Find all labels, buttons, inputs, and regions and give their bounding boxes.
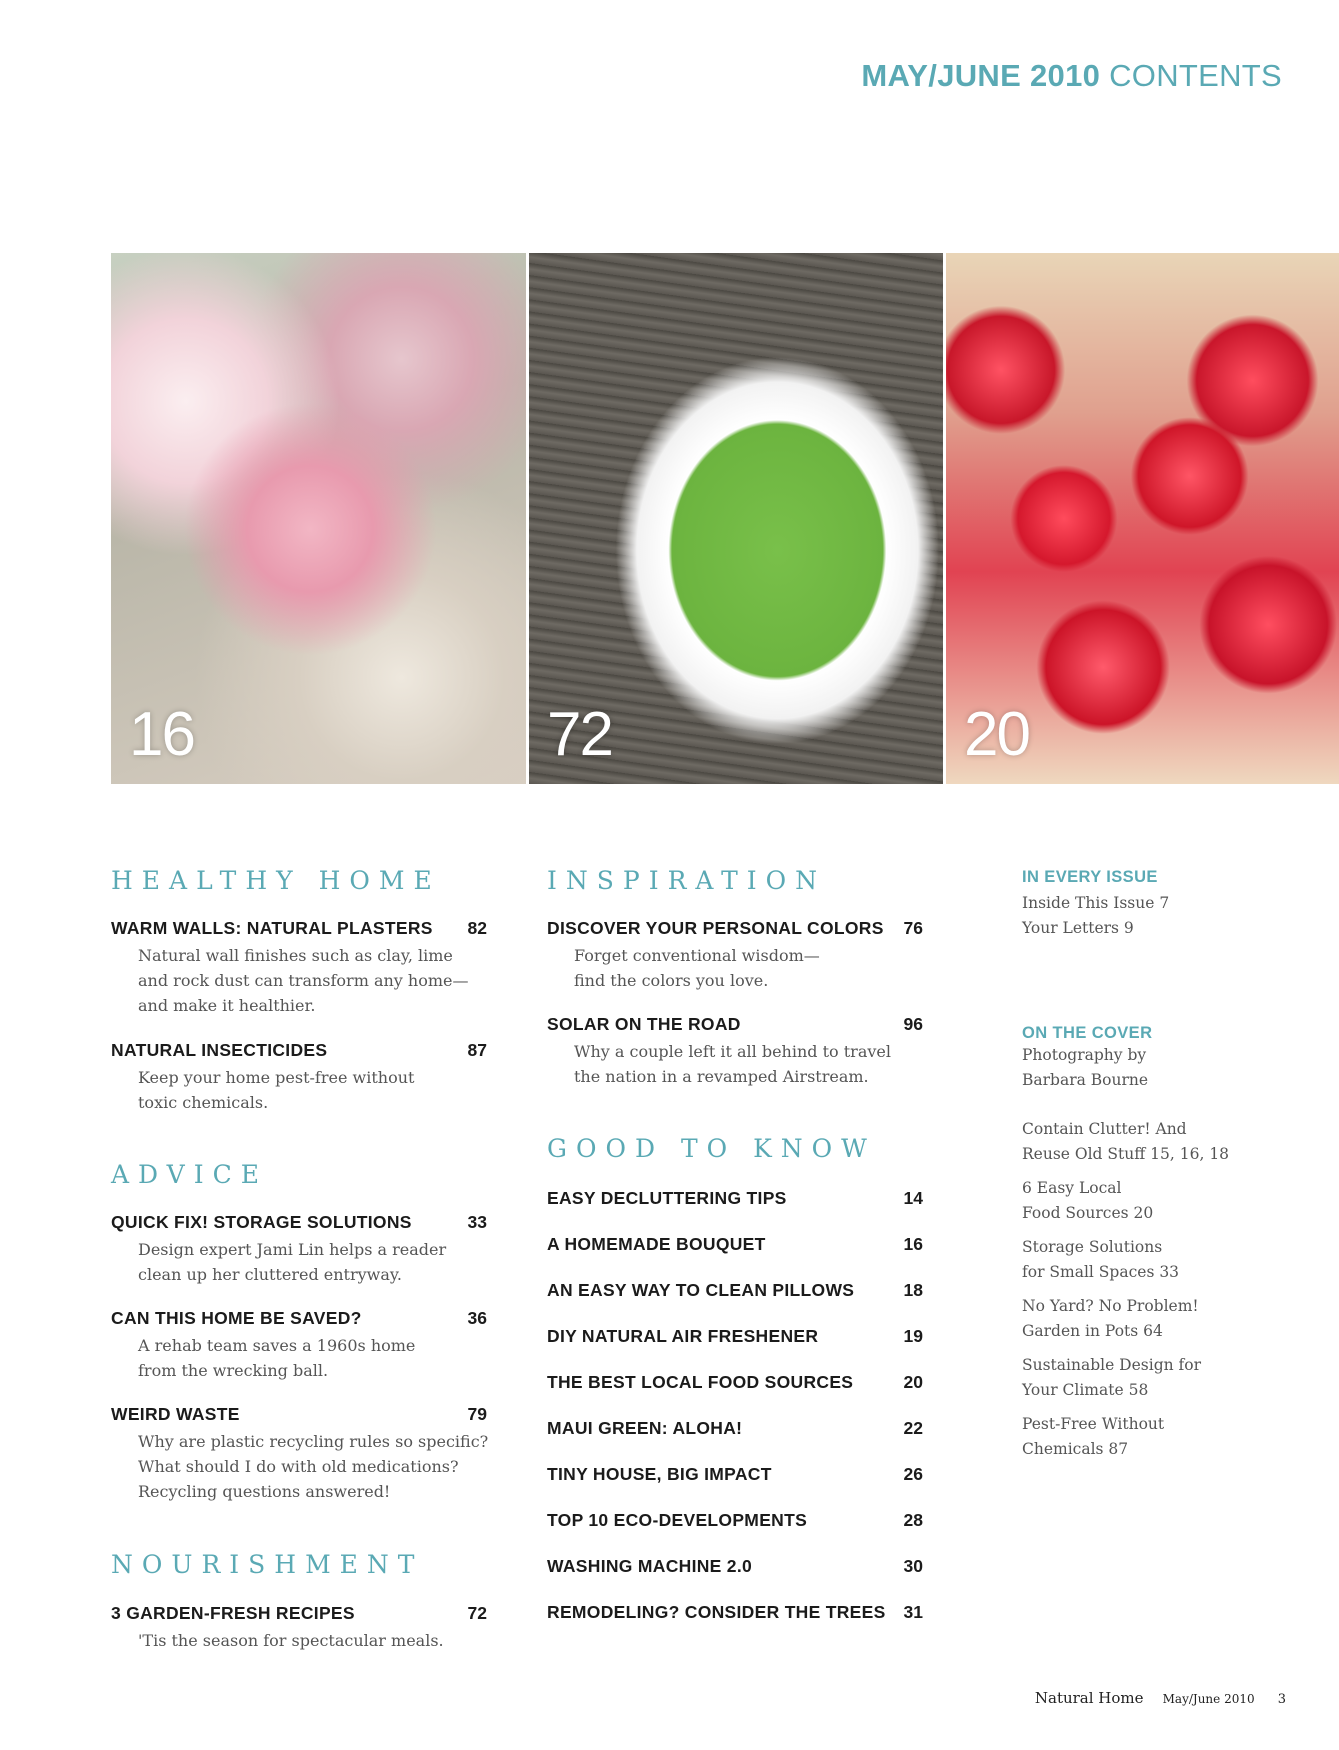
toc-entry[interactable] [547, 1234, 923, 1255]
entry-title: WASHING MACHINE 2.0 [547, 1556, 753, 1576]
photo-strip [111, 253, 1339, 784]
toc-entry[interactable] [547, 1326, 923, 1347]
cover-story-line: for Small Spaces 33 [1022, 1263, 1180, 1281]
toc-entry[interactable] [547, 1464, 923, 1485]
every-issue-item[interactable]: Your Letters 9 [1022, 919, 1134, 937]
entry-title: 3 GARDEN-FRESH RECIPES [111, 1603, 355, 1623]
entry-title: SOLAR ON THE ROAD [547, 1014, 741, 1034]
toc-entry[interactable] [547, 1188, 923, 1209]
description-line: Forget conventional wisdom— [574, 946, 820, 965]
description-line: find the colors you love. [574, 971, 769, 990]
photo-page-number: 20 [964, 700, 1029, 769]
in-every-issue [1022, 868, 1169, 941]
entry-title: DIY NATURAL AIR FRESHENER [547, 1326, 819, 1346]
toc-entry[interactable] [547, 1602, 923, 1623]
toc-entry[interactable] [111, 1603, 487, 1653]
entry-title: TOP 10 ECO-DEVELOPMENTS [547, 1510, 808, 1530]
entry-page: 14 [903, 1188, 923, 1208]
entry-page: 31 [903, 1602, 923, 1622]
toc-entry[interactable] [547, 1280, 923, 1301]
photo-page-number: 72 [547, 700, 612, 769]
issue-title [861, 58, 1282, 94]
description-line: and rock dust can transform any home— [138, 971, 469, 990]
cover-story-line: Storage Solutions [1022, 1238, 1163, 1256]
contents-label: CONTENTS [1109, 58, 1282, 93]
entry-page: 96 [903, 1014, 923, 1034]
cover-story-line: Garden in Pots 64 [1022, 1322, 1163, 1340]
toc-entry[interactable] [111, 1308, 487, 1383]
entry-title: WARM WALLS: NATURAL PLASTERS [111, 918, 433, 938]
page-footer [1035, 1688, 1286, 1707]
entry-title: TINY HOUSE, BIG IMPACT [547, 1464, 772, 1484]
on-the-cover [1022, 1024, 1152, 1093]
entry-title: REMODELING? CONSIDER THE TREES [547, 1602, 886, 1622]
toc-entry[interactable] [547, 1014, 923, 1089]
entry-description [111, 1237, 487, 1287]
photo-cherries[interactable] [946, 253, 1339, 784]
cover-story[interactable] [1022, 1235, 1179, 1285]
toc-entry[interactable] [111, 1212, 487, 1287]
photo-green-soup[interactable] [529, 253, 943, 784]
entry-page: 76 [903, 918, 923, 938]
cover-story[interactable] [1022, 1412, 1164, 1462]
entry-title: DISCOVER YOUR PERSONAL COLORS [547, 918, 884, 938]
entry-page: 28 [903, 1510, 923, 1530]
footer-page-number: 3 [1277, 1692, 1286, 1707]
entry-page: 20 [903, 1372, 923, 1392]
section-heading-nourishment: NOURISHMENT [111, 1550, 424, 1579]
entry-title: AN EASY WAY TO CLEAN PILLOWS [547, 1280, 855, 1300]
cover-story[interactable] [1022, 1176, 1153, 1226]
entry-title: THE BEST LOCAL FOOD SOURCES [547, 1372, 854, 1392]
entry-title: MAUI GREEN: ALOHA! [547, 1418, 743, 1438]
entry-title: A HOMEMADE BOUQUET [547, 1234, 766, 1254]
cover-story-line: Food Sources 20 [1022, 1204, 1154, 1222]
cover-story[interactable] [1022, 1117, 1229, 1167]
cover-story-line: 6 Easy Local [1022, 1179, 1122, 1197]
description-line: A rehab team saves a 1960s home [138, 1336, 416, 1355]
section-heading-good-to-know: GOOD TO KNOW [547, 1134, 876, 1163]
toc-entry[interactable] [547, 918, 923, 993]
toc-entry[interactable] [547, 1418, 923, 1439]
entry-page: 36 [467, 1308, 487, 1328]
entry-title: CAN THIS HOME BE SAVED? [111, 1308, 362, 1328]
section-heading-advice: ADVICE [111, 1160, 268, 1189]
photo-peonies[interactable] [111, 253, 526, 784]
photo-page-number: 16 [129, 700, 194, 769]
description-line: What should I do with old medications? [138, 1457, 459, 1476]
description-line: Natural wall finishes such as clay, lime [138, 946, 453, 965]
entry-title: EASY DECLUTTERING TIPS [547, 1188, 787, 1208]
description-line: and make it healthier. [138, 996, 316, 1015]
cover-story-line: Pest-Free Without [1022, 1415, 1165, 1433]
description-line: from the wrecking ball. [138, 1361, 329, 1380]
entry-page: 33 [467, 1212, 487, 1232]
entry-page: 87 [467, 1040, 487, 1060]
description-line: 'Tis the season for spectacular meals. [138, 1631, 444, 1650]
entry-page: 79 [467, 1404, 487, 1424]
cover-story[interactable] [1022, 1294, 1199, 1344]
cover-story-line: Contain Clutter! And [1022, 1120, 1187, 1138]
entry-title: QUICK FIX! STORAGE SOLUTIONS [111, 1212, 412, 1232]
footer-magazine-name: Natural Home [1034, 1689, 1144, 1707]
description-line: Design expert Jami Lin helps a reader [138, 1240, 447, 1259]
cover-story-line: No Yard? No Problem! [1022, 1297, 1199, 1315]
entry-page: 18 [903, 1280, 923, 1300]
description-line: Why a couple left it all behind to travel [574, 1042, 891, 1061]
entry-description [111, 1429, 487, 1504]
entry-page: 16 [903, 1234, 923, 1254]
description-line: Why are plastic recycling rules so specific? [138, 1432, 489, 1451]
entry-page: 26 [903, 1464, 923, 1484]
toc-entry[interactable] [111, 918, 487, 1018]
entry-description [547, 943, 923, 993]
section-heading-inspiration: INSPIRATION [547, 866, 827, 895]
description-line: the nation in a revamped Airstream. [574, 1067, 869, 1086]
entry-description [111, 1333, 487, 1383]
entry-description [111, 943, 487, 1018]
toc-entry[interactable] [547, 1372, 923, 1393]
cover-story-line: Sustainable Design for [1022, 1356, 1202, 1374]
entry-title: NATURAL INSECTICIDES [111, 1040, 328, 1060]
description-line: toxic chemicals. [138, 1093, 269, 1112]
description-line: Recycling questions answered! [138, 1482, 391, 1501]
every-issue-item[interactable]: Inside This Issue 7 [1022, 894, 1170, 912]
on-the-cover-label: ON THE COVER [1022, 1024, 1153, 1042]
description-line: clean up her cluttered entryway. [138, 1265, 402, 1284]
entry-description [547, 1039, 923, 1089]
cover-credit-line: Photography by [1022, 1046, 1147, 1064]
description-line: Keep your home pest-free without [138, 1068, 415, 1087]
cover-story-line: Your Climate 58 [1022, 1381, 1149, 1399]
toc-entry[interactable] [111, 1040, 487, 1115]
toc-entry[interactable] [111, 1404, 487, 1504]
issue-date: MAY/JUNE 2010 [861, 58, 1101, 93]
cover-story-line: Reuse Old Stuff 15, 16, 18 [1022, 1145, 1230, 1163]
entry-page: 82 [467, 918, 487, 938]
toc-entry[interactable] [547, 1510, 923, 1531]
footer-issue-date: May/June 2010 [1162, 1692, 1255, 1706]
entry-description [111, 1065, 487, 1115]
toc-entry[interactable] [547, 1556, 923, 1577]
entry-description [111, 1628, 487, 1653]
section-heading-healthy-home: HEALTHY HOME [111, 866, 441, 895]
cover-credit-line: Barbara Bourne [1022, 1071, 1149, 1089]
entry-page: 72 [467, 1603, 487, 1623]
entry-page: 30 [903, 1556, 923, 1576]
cover-story-line: Chemicals 87 [1022, 1440, 1129, 1458]
cover-story[interactable] [1022, 1353, 1201, 1403]
entry-page: 19 [903, 1326, 923, 1346]
in-every-issue-label: IN EVERY ISSUE [1022, 868, 1158, 886]
entry-title: WEIRD WASTE [111, 1404, 240, 1424]
entry-page: 22 [903, 1418, 923, 1438]
